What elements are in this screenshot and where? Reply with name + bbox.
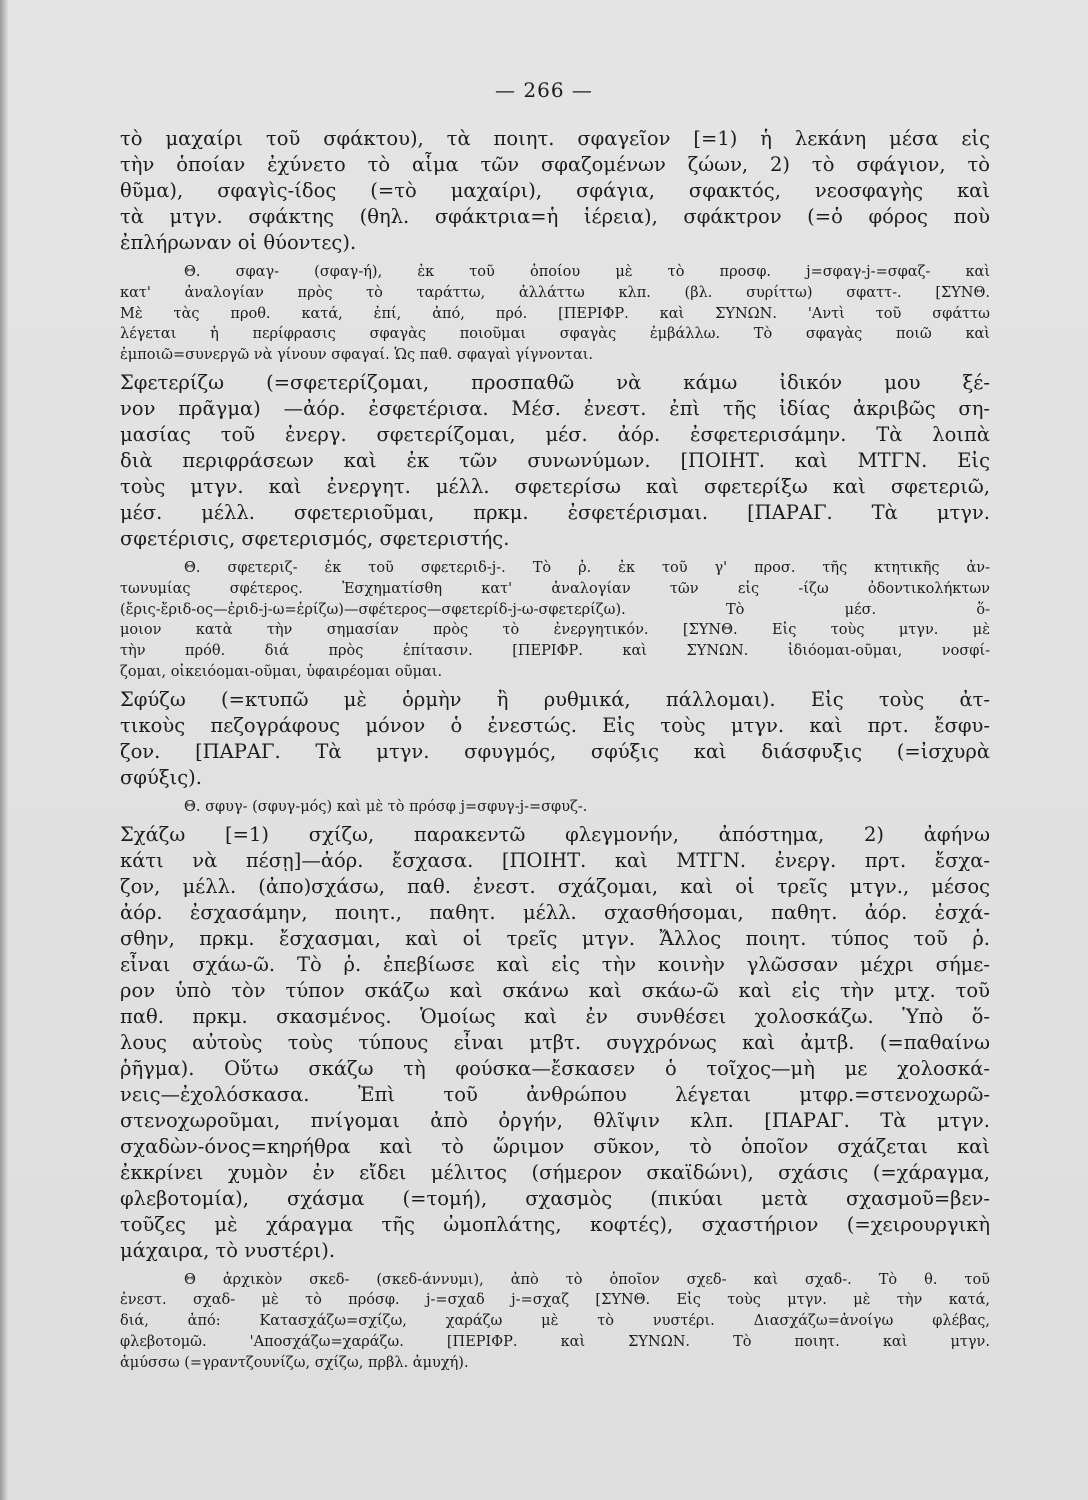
entry-paragraph [120, 126, 990, 256]
text-line: Θ. σφυγ- (σφυγ-μός) καὶ μὲ τὸ πρόσφ j=σφυγ-j-=σφυζ-. [184, 798, 588, 815]
text-line: λους αὐτοὺς τοὺς τύπους εἶναι μτβτ. συγχρόνως καὶ ἀμτβ. (=παθαίνω [120, 1030, 990, 1054]
text-line: ἀμύσσω (=γραντζουνίζω, σχίζω, πρβλ. ἀμυχή). [120, 1354, 469, 1371]
text-line: Σφύζω (=κτυπῶ μὲ ὁρμὴν ἢ ρυθμικά, πάλλομαι). Εἰς τοὺς ἀτ- [120, 687, 990, 711]
text-line: εἶναι σχάω-ῶ. Τὸ ῥ. ἐπεβίωσε καὶ εἰς τὴν κοινὴν γλῶσσαν μέχρι σήμε- [120, 952, 990, 976]
text-line: ἐνεστ. σχαδ- μὲ τὸ πρόσφ. j-=σχαδ j-=σχαζ [ΣΥΝΘ. Εἰς τοὺς μτγν. μὲ τὴν κατά, [120, 1292, 990, 1309]
etymology-note [120, 262, 990, 366]
text-line: Σφετερίζω (=σφετερίζομαι, προσπαθῶ νὰ κάμω ἰδικόν μου ξέ- [120, 370, 990, 394]
text-line: Σχάζω [=1) σχίζω, παρακεντῶ φλεγμονήν, ἀπόστημα, 2) ἀφήνω [120, 822, 990, 846]
text-line: ζον. [ΠΑΡΑΓ. Τὰ μτγν. σφυγμός, σφύξις καὶ διάσφυξις (=ἰσχυρὰ [120, 739, 990, 763]
text-line: ρον ὑπὸ τὸν τύπον σκάζω καὶ σκάνω καὶ σκάω-ῶ καὶ εἰς τὴν μτχ. τοῦ [120, 978, 990, 1002]
text-line: διὰ περιφράσεων καὶ ἐκ τῶν συνωνύμων. [ΠΟΙΗΤ. καὶ ΜΤΓΝ. Εἰς [120, 448, 990, 472]
etymology-note [120, 797, 990, 818]
text-line: διά, ἀπό: Κατασχάζω=σχίζω, χαράζω μὲ τὸ νυστέρι. Διασχάζω=ἀνοίγω φλέβας, [120, 1313, 990, 1330]
text-line: ἐκκρίνει χυμὸν ἐν εἴδει μέλιτος (σήμερον σκαϊδώνι), σχάσις (=χάραγμα, [120, 1160, 990, 1184]
text-line: τοῦζες μὲ χάραγμα τῆς ὠμοπλάτης, κοφτές), σχαστήριον (=χειρουργικὴ [120, 1212, 990, 1236]
text-line: Θ. σφετεριζ- ἐκ τοῦ σφετεριδ-j-. Τὸ ῥ. ἐκ τοῦ γ' προσ. τῆς κτητικῆς ἀν- [184, 559, 990, 576]
text-line: μοιον κατὰ τὴν σημασίαν πρὸς τὸ ἐνεργητικόν. [ΣΥΝΘ. Εἰς τοὺς μτγν. μὲ [120, 622, 990, 639]
text-line: ἐμποιῶ=συνεργῶ νὰ γίνουν σφαγαί. Ὡς παθ. σφαγαὶ γίγνονται. [120, 347, 594, 364]
text-line: Μὲ τὰς προθ. κατά, ἐπί, ἀπό, πρό. [ΠΕΡΙΦΡ. καὶ ΣΥΝΩΝ. 'Αντὶ τοῦ σφάττω [120, 305, 990, 322]
text-line: τωνυμίας σφέτερος. Ἐσχηματίσθη κατ' ἀναλογίαν τῶν εἰς -ίζω ὀδοντικολήκτων [120, 580, 990, 597]
entry-paragraph [120, 822, 990, 1264]
text-line: τὸ μαχαίρι τοῦ σφάκτου), τὰ ποιητ. σφαγεῖον [=1) ἡ λεκάνη μέσα εἰς [120, 127, 990, 150]
page-number: — 266 — [495, 78, 593, 102]
text-line: σθην, πρκμ. ἔσχασμαι, καὶ οἱ τρεῖς μτγν. Ἄλλος ποιητ. τύπος τοῦ ῥ. [120, 926, 990, 950]
text-line: σχαδὼν-όνος=κηρήθρα καὶ τὸ ὥριμον σῦκον, τὸ ὁποῖον σχάζεται καὶ [120, 1134, 990, 1158]
text-line: θῦμα), σφαγὶς-ίδος (=τὸ μαχαίρι), σφάγια, σφακτός, νεοσφαγὴς καὶ [120, 179, 990, 202]
text-line: Θ. σφαγ- (σφαγ-ή), ἐκ τοῦ ὁποίου μὲ τὸ προσφ. j=σφαγ-j-=σφαζ- καὶ [184, 264, 990, 280]
text-line: μασίας τοῦ ἐνεργ. σφετερίζομαι, μέσ. ἀόρ. ἐσφετερισάμην. Τὰ λοιπὰ [120, 422, 990, 446]
entry-paragraph [120, 687, 990, 791]
text-line: νον πρᾶγμα) —ἀόρ. ἐσφετέρισα. Μέσ. ἐνεστ. ἐπὶ τῆς ἰδίας ἀκριβῶς ση- [120, 396, 990, 420]
text-line: ζομαι, οἰκειόομαι-οῦμαι, ὑφαιρέομαι οῦμαι. [120, 663, 443, 680]
text-line: τὰ μτγν. σφάκτης (θηλ. σφάκτρια=ἡ ἱέρεια), σφάκτρον (=ὁ φόρος ποὺ [120, 205, 990, 228]
text-line: λέγεται ἡ περίφρασις σφαγὰς ποιοῦμαι σφαγὰς ἐμβάλλω. Τὸ σφαγὰς ποιῶ καὶ [120, 326, 990, 343]
text-line: τὴν πρόθ. διά πρὸς ἐπίτασιν. [ΠΕΡΙΦΡ. καὶ ΣΥΝΩΝ. ἰδιόομαι-οῦμαι, νοσφί- [120, 643, 990, 660]
text-line: κατ' ἀναλογίαν πρὸς τὸ ταράττω, ἀλλάττω κλπ. (βλ. συρίττω) σφαττ-. [ΣΥΝΘ. [120, 284, 990, 301]
etymology-note [120, 558, 990, 683]
text-line: (ἔρις-ἔριδ-ος—ἐριδ-j-ω=ἐρίζω)—σφέτερος—σφετερίδ-j-ω-σφετερίζω). Τὸ μέσ. ὅ- [120, 601, 990, 618]
text-line: νεις—ἐχολόσκασα. Ἐπὶ τοῦ ἀνθρώπου λέγεται μτφρ.=στενοχωρῶ- [120, 1082, 990, 1106]
text-line: φλεβοτομῶ. 'Αποσχάζω=χαράζω. [ΠΕΡΙΦΡ. καὶ ΣΥΝΩΝ. Τὸ ποιητ. καὶ μτγν. [120, 1333, 990, 1350]
text-line: τοὺς μτγν. καὶ ἐνεργητ. μέλλ. σφετερίσω καὶ σφετερίξω καὶ σφετεριῶ, [120, 474, 990, 498]
text-line: ζον, μέλλ. (ἀπο)σχάσω, παθ. ἐνεστ. σχάζομαι, καὶ οἱ τρεῖς μτγν., μέσος [120, 874, 990, 898]
text-line: Θ ἀρχικὸν σκεδ- (σκεδ-άννυμι), ἀπὸ τὸ ὁποῖον σχεδ- καὶ σχαδ-. Τὸ θ. τοῦ [184, 1271, 990, 1288]
text-line: παθ. πρκμ. σκασμένος. Ὁμοίως καὶ ἐν συνθέσει χολοσκάζω. Ὑπὸ ὅ- [120, 1004, 990, 1028]
text-line: σφετέρισις, σφετερισμός, σφετεριστής. [120, 526, 510, 550]
page-content [120, 126, 990, 1378]
text-line: ῥῆγμα). Οὕτω σκάζω τὴ φούσκα—ἔσκασεν ὁ τοῖχος—μὴ με χολοσκά- [120, 1056, 990, 1080]
text-line: ἐπλήρωναν οἱ θύοντες). [120, 231, 357, 254]
entry-paragraph [120, 370, 990, 552]
text-line: τικοὺς πεζογράφους μόνον ὁ ἐνεστώς. Εἰς τοὺς μτγν. καὶ πρτ. ἔσφυ- [120, 713, 990, 737]
text-line: φλεβοτομία), σχάσμα (=τομή), σχασμὸς (πικύαι μετὰ σχασμοῦ=βεν- [120, 1186, 990, 1210]
text-line: σφύξις). [120, 765, 202, 789]
text-line: μέσ. μέλλ. σφετεριοῦμαι, πρκμ. ἐσφετέρισμαι. [ΠΑΡΑΓ. Τὰ μτγν. [120, 500, 990, 524]
etymology-note [120, 1270, 990, 1374]
text-line: ἀόρ. ἐσχασάμην, ποιητ., παθητ. μέλλ. σχασθήσομαι, παθητ. ἀόρ. ἐσχά- [120, 900, 990, 924]
text-line: τὴν ὁποίαν ἐχύνετο τὸ αἷμα τῶν σφαζομένων ζώων, 2) τὸ σφάγιον, τὸ [120, 153, 990, 176]
text-line: στενοχωροῦμαι, πνίγομαι ἀπὸ ὀργήν, θλῖψιν κλπ. [ΠΑΡΑΓ. Τὰ μτγν. [120, 1108, 990, 1132]
text-line: κάτι νὰ πέσῃ]—ἀόρ. ἔσχασα. [ΠΟΙΗΤ. καὶ ΜΤΓΝ. ἐνεργ. πρτ. ἔσχα- [120, 848, 990, 872]
text-line: μάχαιρα, τὸ νυστέρι). [120, 1238, 336, 1262]
